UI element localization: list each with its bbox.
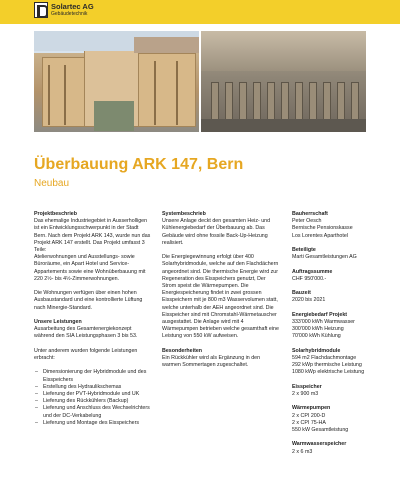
page-subtitle: Neubau xyxy=(34,178,70,189)
info-value: 2 x CPI 200-D 2 x CPI 75-HA 550 kW Gesamtleistung xyxy=(292,412,349,433)
leistungen-list xyxy=(34,369,152,427)
info-value: 2020 bis 2021 xyxy=(292,297,326,304)
info-bauherrschaft xyxy=(292,211,382,240)
heading-systembeschrieb: Systembeschrieb xyxy=(162,211,206,217)
systembeschrieb-text-1: Unsere Anlage deckt den gesamten Heiz- und Kühlenergiebedarf der Überbauung ab. Das Gebäude wird ohne fossile Back-Up-Heizung realisiert. xyxy=(162,218,271,246)
info-label: Auftragssumme xyxy=(292,268,333,275)
info-waermepumpen xyxy=(292,405,382,434)
company-name: Solartec AG xyxy=(51,2,94,12)
besonderheiten-text: Ein Rückkühler wird als Ergänzung in den warmen Sommertagen zugeschaltet. xyxy=(162,355,261,369)
info-label: Eisspeicher xyxy=(292,383,322,390)
company-subtitle: Gebäudetechnik xyxy=(51,10,88,17)
info-warmwasserspeicher xyxy=(292,441,382,455)
info-label: Energiebedarf Projekt xyxy=(292,311,348,318)
info-label: Bauzeit xyxy=(292,290,311,297)
info-label: Warmwasserspeicher xyxy=(292,441,347,448)
info-beteiligte xyxy=(292,247,382,261)
info-energiebedarf xyxy=(292,312,382,341)
list-item: – Lieferung des Rückkühlers (Backup) xyxy=(34,398,152,405)
info-label: Bauherrschaft xyxy=(292,211,328,217)
info-value: 2 x 6 m3 xyxy=(292,448,313,455)
info-label: Wärmepumpen xyxy=(292,405,331,412)
list-item: – Lieferung der PVT-Hybridmodule und UK xyxy=(34,391,152,398)
info-solarhybridmodule xyxy=(292,348,382,377)
logo-icon xyxy=(34,2,48,18)
info-label: Solarhybridmodule xyxy=(292,347,341,354)
company-logo xyxy=(34,2,94,18)
info-bauzeit xyxy=(292,290,382,304)
heading-unsere-leistungen: Unsere Leistungen xyxy=(34,319,82,326)
page-title: Überbauung ARK 147, Bern xyxy=(34,156,244,173)
photo-technical-room xyxy=(201,31,366,132)
info-value: CHF 950'000.- xyxy=(292,275,327,282)
header-bar xyxy=(0,0,400,24)
leistungen-text: Ausarbeitung des Gesamtenergiekonzept während den SIA Leistungsphasen 3 bis 53. xyxy=(34,326,138,340)
info-auftragssumme xyxy=(292,269,382,283)
projektbeschrieb-text-1b: Atelierwohnungen und Ausstellungs- sowie Büroräume, ein Apart Hotel und Service-Appartements sowie eine Wohnüberbauung mit 220 2½- bis 4½-Zimmerwohnungen. xyxy=(34,254,146,282)
list-item: – Lieferung und Anschluss des Wechselrichters und der DC-Verkabelung xyxy=(34,405,152,419)
info-value: Peter Oesch Bernische Pensionskasse Los Lorentes Aparthotel xyxy=(292,218,353,239)
info-label: Beteiligte xyxy=(292,247,316,253)
column-project-info xyxy=(292,211,382,463)
info-value: 2 x 900 m3 xyxy=(292,390,319,397)
list-item: – Lieferung und Montage des Eisspeichers xyxy=(34,420,152,427)
heading-besonderheiten: Besonderheiten xyxy=(162,347,203,354)
info-value: Marti Gesamtleistungen AG xyxy=(292,254,357,261)
photo-building xyxy=(34,31,199,132)
column-projektbeschrieb xyxy=(34,211,152,427)
list-item: – Erstellung des Hydraulikschemas xyxy=(34,384,152,391)
info-value: 594 m2 Flachdachmontage 292 kWp thermische Leistung 1080 kWp elektrische Leistung xyxy=(292,354,365,376)
projektbeschrieb-text-2: Die Wohnungen verfügen über einen hohen Ausbaustandard und eine kontrollierte Lüftung nach Minergie-Standard. xyxy=(34,290,143,311)
leistungen-intro: Unter anderem wurden folgende Leistungen erbracht: xyxy=(34,347,138,362)
projektbeschrieb-text-1: Das ehemalige Industriegebiet in Ausserholligen ist ein Entwicklungsschwerpunkt in der Stadt Bern. Nach dem Projekt ARK 143, wurde nun das Projekt ARK 147 erstellt. Das Projekt umfasst 3 Teile: xyxy=(34,218,151,254)
column-systembeschrieb xyxy=(162,211,280,377)
info-value: 333'000 kWh Warmwasser 300'000 kWh Heizung 70'000 kWh Kühlung xyxy=(292,318,355,340)
heading-projektbeschrieb: Projektbeschrieb xyxy=(34,211,77,217)
systembeschrieb-text-2: Die Energiegewinnung erfolgt über 400 Solarhybridmodule, welche auf den Flachdächern angeordnet sind. Die thermische Energie wird zur Regeneration des Eisspeichers genutzt, Der Strom speist die Wärmepumpen. Die Energiespeicherung findet in zwei grossen Eisspeichern mit je 800 m3 Wasservolumen statt, welche unterhalb der AEH angeordnet sind. Die Eisspeicher sind mit Chromstahl-Wärmetauscher ausgestattet. Die Anlage wird mit 4 Wärmepumpen betrieben welche gesamthaft eine Leistung von 550 kW aufweisen. xyxy=(162,254,279,340)
list-item: – Dimensionierung der Hybridmodule und des Eisspeichers xyxy=(34,369,152,383)
info-eisspeicher xyxy=(292,384,382,398)
